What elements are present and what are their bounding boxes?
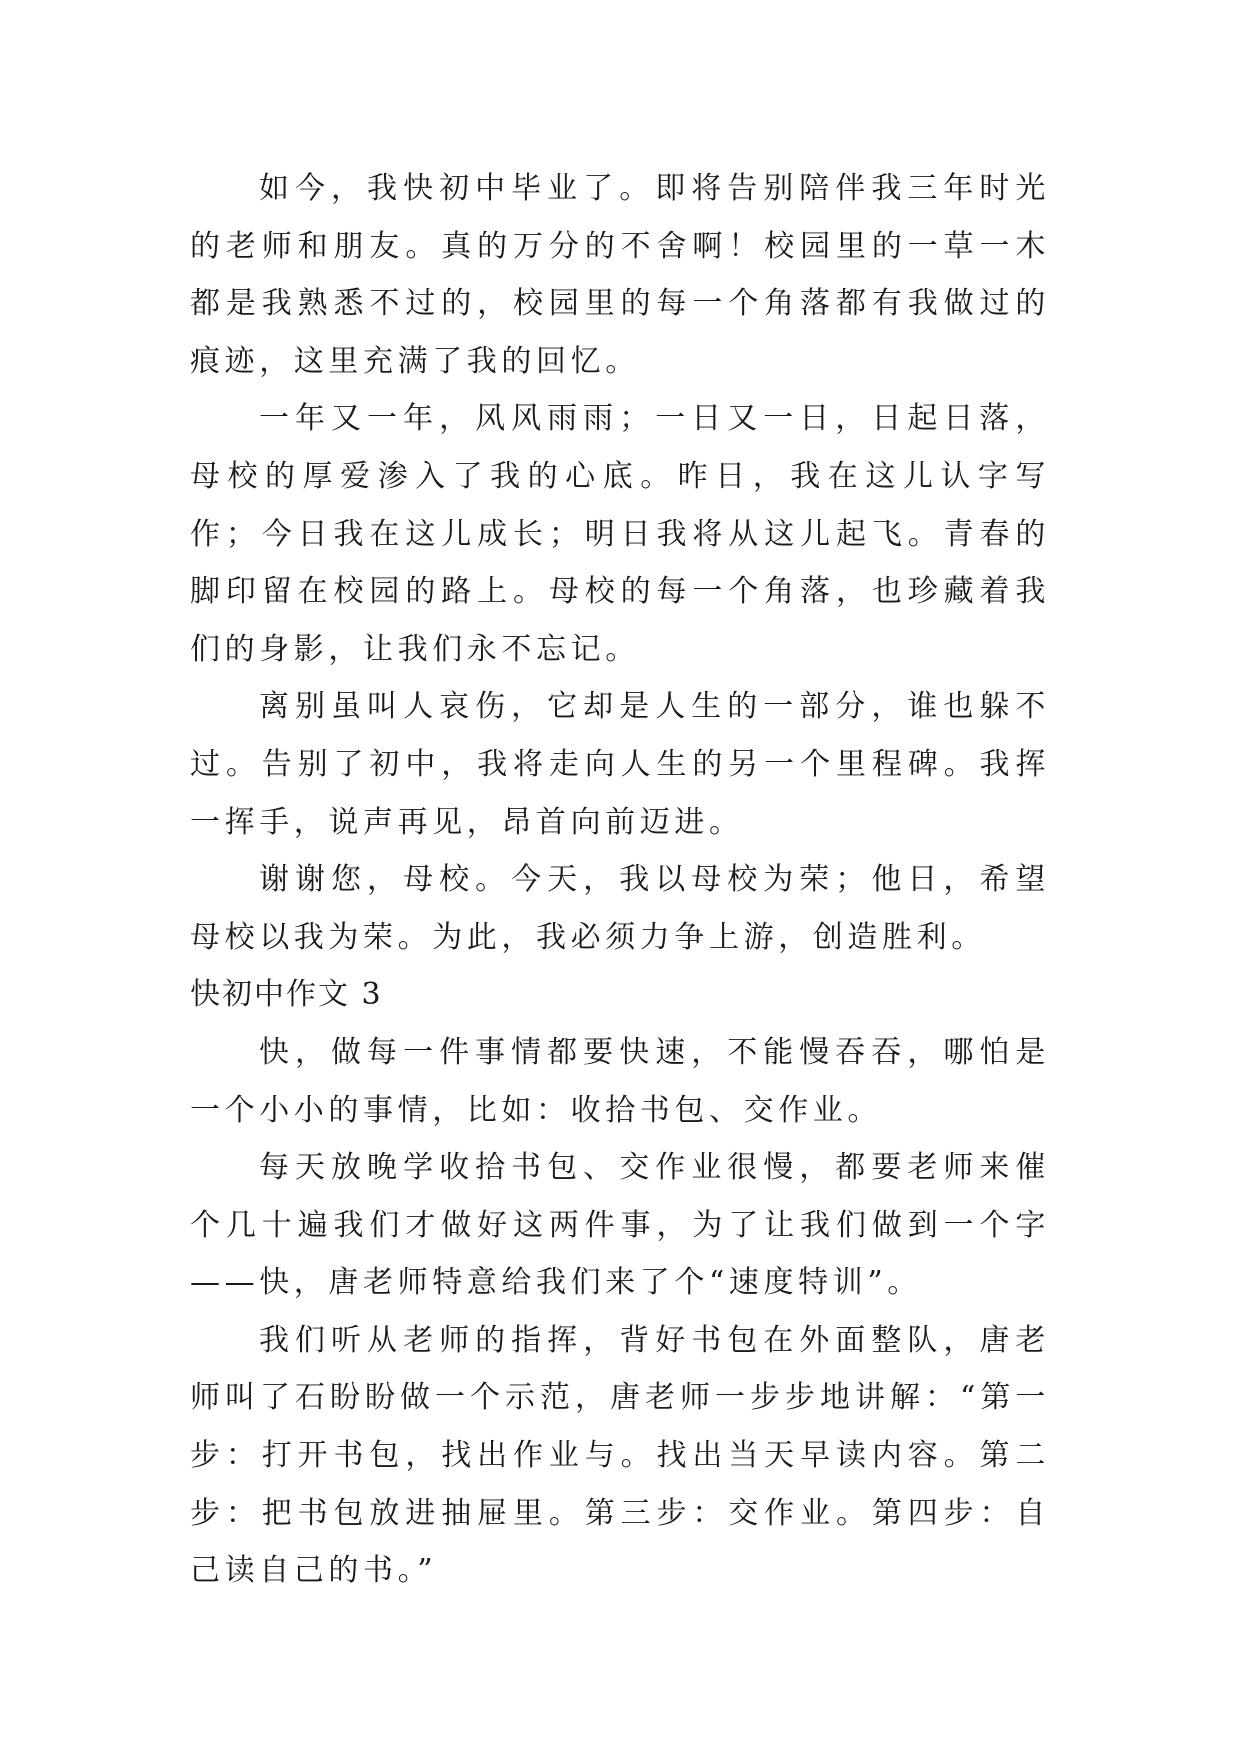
paragraph-2: 一年又一年，风风雨雨；一日又一日，日起日落，母校的厚爱渗入了我的心底。昨日，我在这儿认字写作；今日我在这儿成长；明日我将从这儿起飞。青春的脚印留在校园的路上。母校的每一个角落，也珍藏着我们的身影，让我们永不忘记。 <box>190 401 1050 667</box>
section-heading: 快初中作文 3 <box>190 977 383 1013</box>
section-paragraph-3: 我们听从老师的指挥，背好书包在外面整队，唐老师叫了石盼盼做一个示范，唐老师一步步地讲解：“第一步：打开书包，找出作业与。找出当天早读内容。第二步：把书包放进抽屉里。第三步：交作业。第四步：自己读自己的书。” <box>190 1322 1050 1589</box>
section-paragraph-1: 快，做每一件事情都要快速，不能慢吞吞，哪怕是一个小小的事情，比如：收拾书包、交作业。 <box>190 1034 1050 1128</box>
section-paragraph-2: 每天放晚学收拾书包、交作业很慢，都要老师来催个几十遍我们才做好这两件事，为了让我们做到一个字——快，唐老师特意给我们来了个“速度特训”。 <box>190 1150 1050 1301</box>
paragraph-1: 如今，我快初中毕业了。即将告别陪伴我三年时光的老师和朋友。真的万分的不舍啊！校园里的一草一木都是我熟悉不过的，校园里的每一个角落都有我做过的痕迹，这里充满了我的回忆。 <box>190 171 1050 379</box>
paragraph-4: 谢谢您，母校。今天，我以母校为荣；他日，希望母校以我为荣。为此，我必须力争上游，创造胜利。 <box>190 862 1050 955</box>
paragraph-3: 离别虽叫人哀伤，它却是人生的一部分，谁也躲不过。告别了初中，我将走向人生的另一个里程碑。我挥一挥手，说声再见，昂首向前迈进。 <box>190 689 1050 840</box>
document-body <box>190 160 1050 1600</box>
